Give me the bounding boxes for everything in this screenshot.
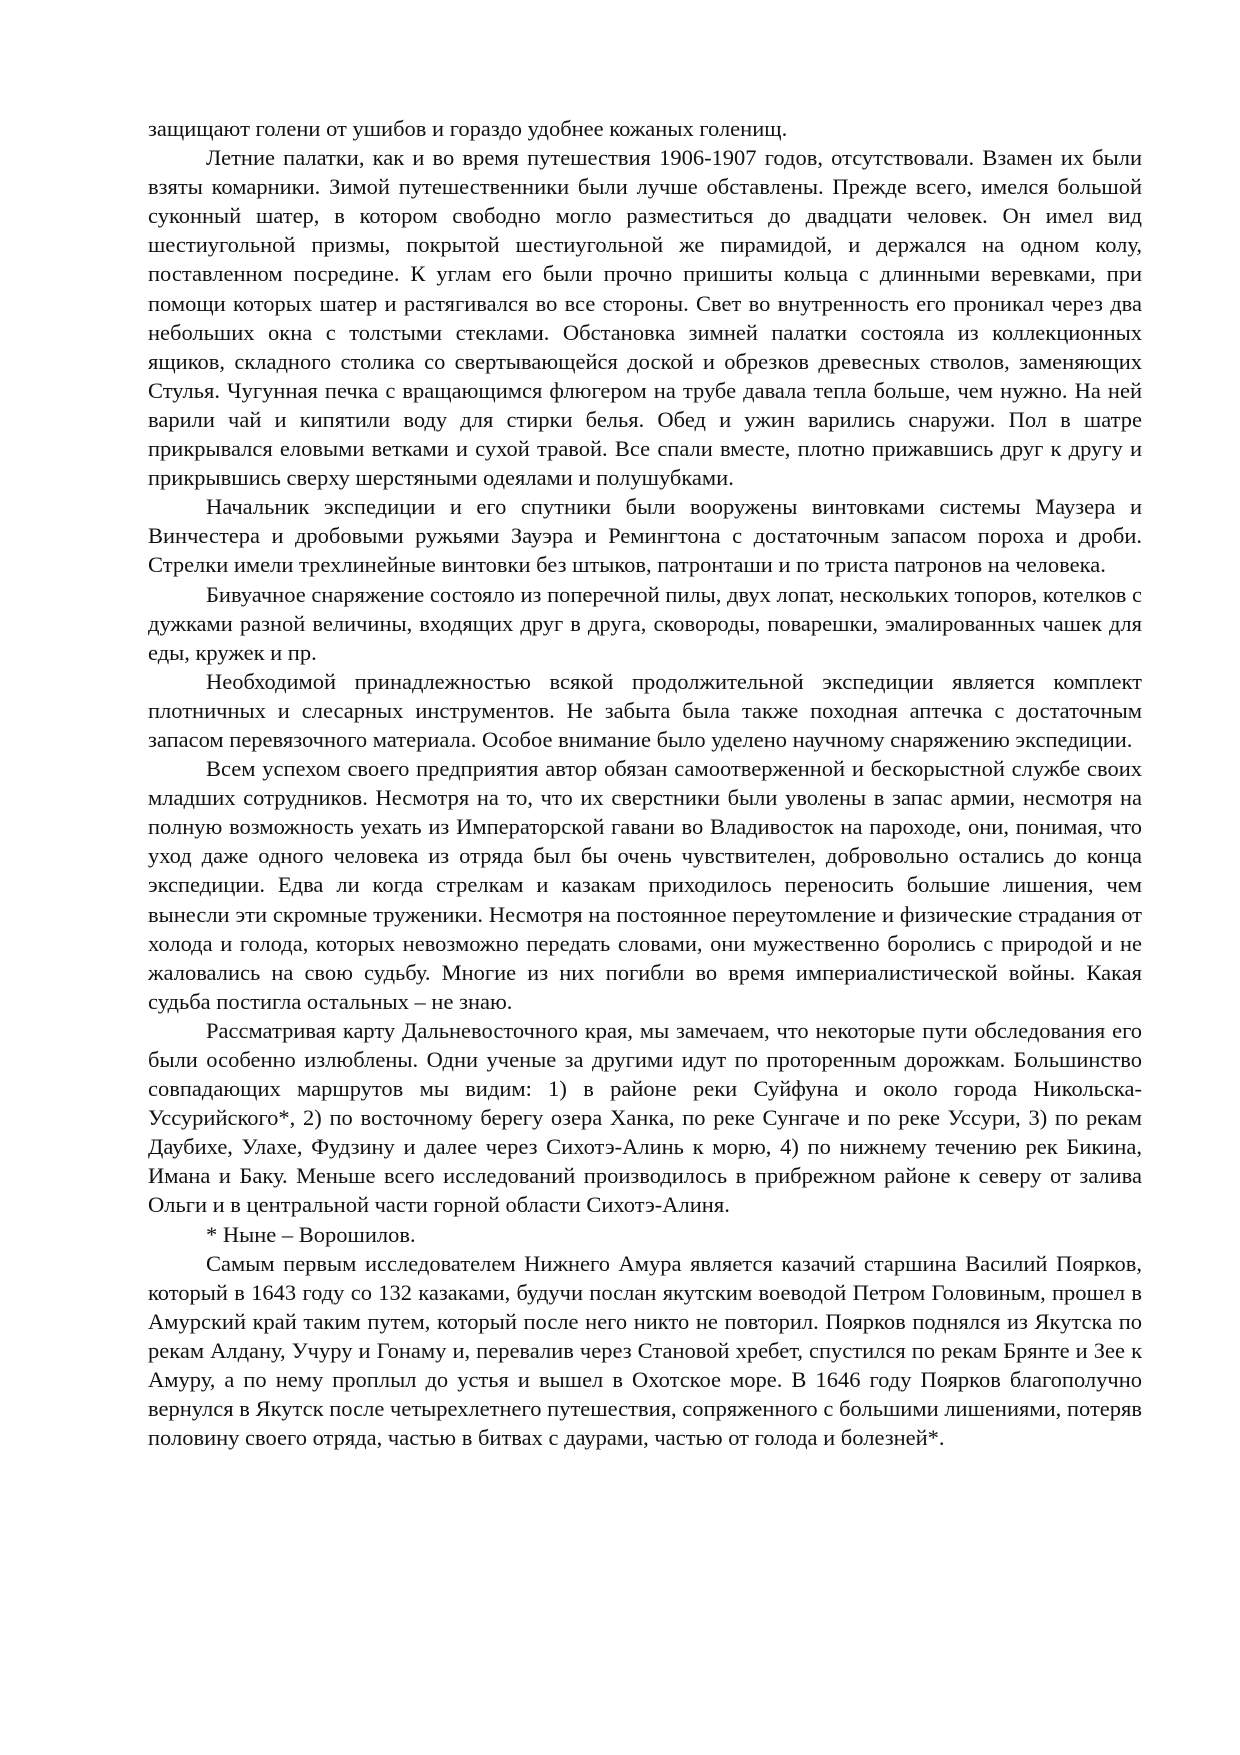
paragraph-routes: Рассматривая карту Дальневосточного края, мы замечаем, что некоторые пути обследования его были особенно излюблены. Одни ученые за другими идут по проторенным дорожкам. Большинство совпадающих маршрутов мы видим: 1) в районе реки Суйфуна и около города Никольска-Уссурийского*, 2) по восточному берегу озера Ханка, по реке Сунгаче и по реке Уссури, 3) по рекам Даубихе, Улахе, Фудзину и далее через Сихотэ-Алинь к морю, 4) по нижнему течению рек Бикина, Имана и Баку. Меньше всего исследований производилось в прибрежном районе к северу от залива Ольги и в центральной части горной области Сихотэ-Алиня. <box>148 1017 1142 1218</box>
paragraph-tools: Необходимой принадлежностью всякой продолжительной экспедиции является комплект плотничных и слесарных инструментов. Не забыта была также походная аптечка с достаточным запасом перевязочного материала. Особое внимание было уделено научному снаряжению экспедиции. <box>148 668 1142 752</box>
paragraph-weapons: Начальник экспедиции и его спутники были вооружены винтовками системы Маузера и Винчестера и дробовыми ружьями Зауэра и Ремингтона с достаточным запасом пороха и дроби. Стрелки имели трехлинейные винтовки без штыков, патронташи и по триста патронов на человека. <box>148 494 1142 578</box>
paragraph-shin-guards: защищают голени от ушибов и гораздо удобнее кожаных голенищ. <box>148 116 788 141</box>
paragraph-camp-equipment: Бивуачное снаряжение состояло из поперечной пилы, двух лопат, нескольких топоров, котелков с дужками разной величины, входящих друг в друга, сковороды, поварешки, эмалированных чашек для еды, кружек и пр. <box>148 581 1142 665</box>
paragraph-tents: Летние палатки, как и во время путешествия 1906-1907 годов, отсутствовали. Взамен их были взяты комарники. Зимой путешественники были лучше обставлены. Прежде всего, имелся большой суконный шатер, в котором свободно могло разместиться до двадцати человек. Он имел вид шестиугольной призмы, покрытой шестиугольной же пирамидой, и держался на одном колу, поставленном посредине. К углам его были прочно пришиты кольца с длинными веревками, при помощи которых шатер и растягивался во все стороны. Свет во внутренность его проникал через два небольших окна с толстыми стеклами. Обстановка зимней палатки состояла из коллекционных ящиков, складного столика со свертывающейся доской и обрезков древесных стволов, заменяющих Стулья. Чугунная печка с вращающимся флюгером на трубе давала тепла больше, чем нужно. На ней варили чай и кипятили воду для стирки белья. Обед и ужин варились снаружи. Пол в шатре прикрывался еловыми ветками и сухой травой. Все спали вместе, плотно прижавшись друг к другу и прикрывшись сверху шерстяными одеялами и полушубками. <box>148 145 1142 491</box>
footnote: * Ныне – Ворошилов. <box>206 1221 416 1247</box>
document-page <box>148 114 1142 1452</box>
paragraph-poyarkov: Самым первым исследователем Нижнего Амура является казачий старшина Василий Поярков, который в 1643 году со 132 казаками, будучи послан якутским воеводой Петром Головиным, прошел в Амурский край таким путем, который после него никто не повторил. Поярков поднялся из Якутска по рекам Алдану, Учуру и Гонаму и, перевалив через Становой хребет, спустился по рекам Брянте и Зее к Амуру, а по нему проплыл до устья и вышел в Охотское море. В 1646 году Поярков благополучно вернулся в Якутск после четырехлетнего путешествия, сопряженного с большими лишениями, потеряв половину своего отряда, частью в битвах с даурами, частью от голода и болезней*. <box>148 1250 1142 1451</box>
paragraph-companions: Всем успехом своего предприятия автор обязан самоотверженной и бескорыстной службе своих младших сотрудников. Несмотря на то, что их сверстники были уволены в запас армии, несмотря на полную возможность уехать из Императорской гавани во Владивосток на пароходе, они, понимая, что уход даже одного человека из отряда был бы очень чувствителен, добровольно остались до конца экспедиции. Едва ли когда стрелкам и казакам приходилось переносить большие лишения, чем вынесли эти скромные труженики. Несмотря на постоянное переутомление и физические страдания от холода и голода, которых невозможно передать словами, они мужественно боролись с природой и не жаловались на свою судьбу. Многие из них погибли во время империалистической войны. Какая судьба постигла остальных – не знаю. <box>148 756 1142 1014</box>
